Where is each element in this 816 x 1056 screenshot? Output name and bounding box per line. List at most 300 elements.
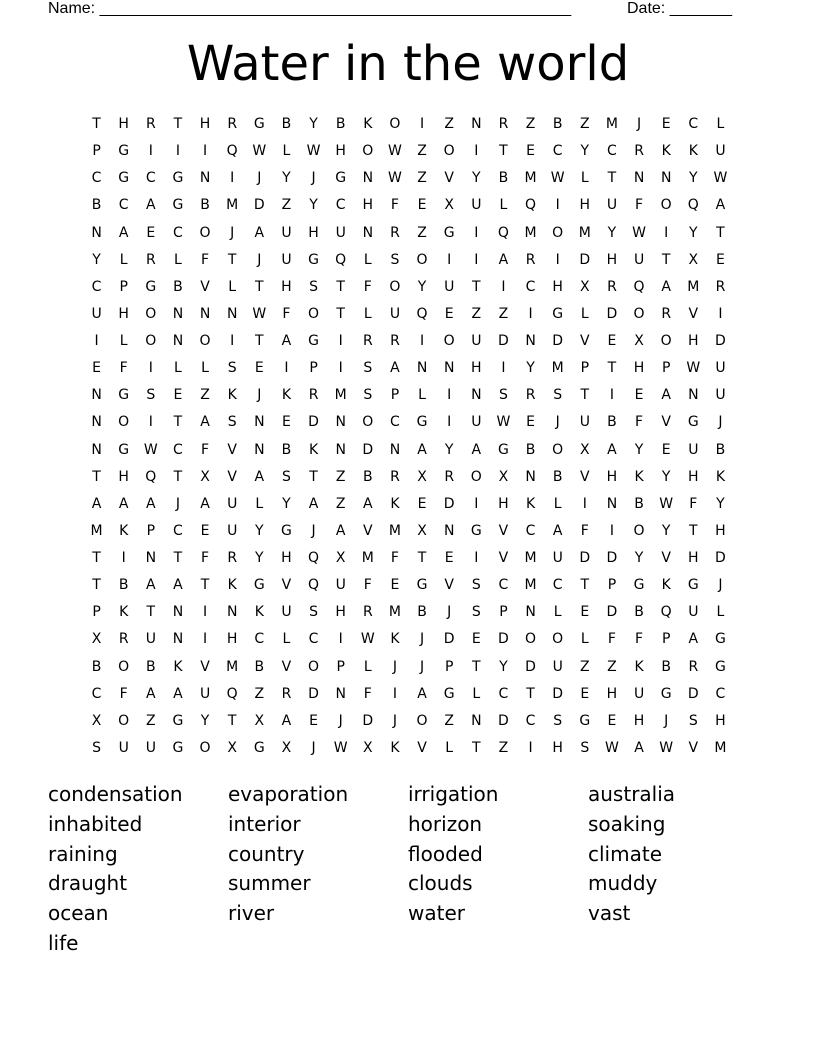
grid-cell: M — [524, 224, 537, 241]
word-list-item: climate — [588, 841, 662, 866]
grid-cell: A — [146, 197, 156, 214]
grid-cell: H — [118, 305, 129, 322]
grid-cell: B — [363, 468, 373, 485]
grid-cell: D — [308, 685, 319, 702]
grid-cell: I — [474, 251, 479, 268]
grid-cell: N — [226, 604, 238, 621]
grid-cell: B — [634, 604, 644, 621]
grid-cell: E — [444, 305, 454, 322]
grid-cell: O — [552, 224, 564, 241]
grid-cell: L — [553, 495, 562, 512]
grid-cell: Q — [633, 278, 645, 295]
grid-cell: H — [579, 197, 591, 214]
grid-cell: H — [471, 360, 482, 377]
grid-cell: J — [311, 522, 316, 539]
grid-cell: J — [257, 251, 262, 268]
grid-cell: V — [227, 441, 237, 458]
grid-cell: R — [145, 251, 156, 268]
grid-cell: W — [333, 739, 348, 756]
grid-cell: X — [91, 631, 102, 648]
grid-cell: W — [686, 360, 701, 377]
grid-cell: A — [200, 414, 210, 431]
grid-cell: O — [633, 522, 645, 539]
grid-cell: J — [257, 387, 262, 404]
grid-cell: X — [227, 739, 237, 756]
grid-cell: I — [474, 224, 479, 241]
grid-cell: Y — [716, 495, 725, 512]
grid-cell: Z — [417, 224, 427, 241]
grid-cell: E — [444, 550, 454, 566]
grid-cell: A — [173, 577, 183, 594]
grid-cell: I — [94, 333, 99, 349]
grid-cell: N — [471, 387, 482, 404]
grid-cell: D — [606, 550, 618, 566]
grid-cell: N — [335, 414, 346, 431]
grid-cell: Y — [607, 224, 617, 241]
grid-cell: M — [226, 197, 239, 214]
word-list-item: evaporation — [228, 782, 349, 806]
grid-cell: M — [361, 550, 374, 566]
grid-cell: O — [145, 305, 157, 322]
grid-cell: H — [688, 550, 699, 566]
grid-cell: Z — [525, 116, 536, 132]
grid-cell: Y — [526, 360, 535, 377]
grid-cell: M — [714, 739, 727, 756]
grid-cell: Y — [661, 468, 671, 485]
grid-cell: D — [552, 685, 564, 702]
grid-cell: I — [474, 550, 479, 566]
grid-cell: I — [528, 305, 533, 322]
grid-cell: T — [472, 278, 481, 295]
grid-cell: I — [664, 224, 669, 241]
grid-cell: I — [609, 387, 614, 404]
grid-cell: T — [173, 550, 183, 566]
grid-cell: K — [661, 577, 671, 594]
grid-cell: B — [661, 658, 671, 675]
grid-cell: W — [713, 170, 728, 187]
grid-cell: N — [172, 631, 184, 648]
grid-cell: G — [416, 414, 428, 431]
grid-cell: I — [202, 631, 208, 648]
grid-cell: L — [716, 116, 725, 132]
grid-cell: G — [172, 712, 184, 729]
grid-cell: G — [145, 278, 157, 295]
grid-cell: R — [688, 658, 699, 675]
grid-cell: P — [336, 658, 345, 675]
grid-cell: F — [390, 550, 399, 566]
grid-cell: H — [308, 224, 319, 241]
grid-cell: U — [715, 360, 726, 377]
word-list-item: life — [48, 930, 79, 955]
grid-cell: U — [633, 685, 645, 702]
grid-cell: I — [447, 251, 452, 268]
grid-cell: U — [91, 305, 102, 322]
grid-cell: H — [715, 712, 726, 729]
grid-cell: R — [525, 251, 536, 268]
grid-cell: F — [363, 278, 372, 295]
grid-cell: R — [661, 305, 672, 322]
grid-cell: C — [688, 116, 699, 132]
grid-cell: K — [688, 143, 698, 160]
grid-cell: O — [443, 333, 455, 349]
grid-cell: S — [498, 387, 508, 404]
grid-cell: C — [145, 170, 156, 187]
grid-cell: Z — [281, 197, 292, 214]
grid-cell: B — [91, 658, 102, 675]
grid-cell: G — [715, 631, 726, 648]
grid-cell: H — [633, 360, 645, 377]
grid-cell: G — [253, 116, 265, 132]
grid-cell: R — [145, 116, 156, 132]
grid-cell: R — [444, 468, 455, 485]
grid-cell: Z — [146, 712, 156, 729]
grid-cell: N — [525, 468, 536, 485]
grid-cell: U — [444, 278, 455, 295]
grid-cell: H — [335, 604, 346, 621]
grid-cell: E — [92, 360, 101, 377]
grid-cell: C — [173, 441, 183, 458]
grid-cell: X — [498, 468, 509, 485]
grid-cell: I — [338, 333, 343, 349]
grid-cell: T — [607, 360, 617, 377]
grid-cell: E — [173, 387, 183, 404]
word-list-item: country — [228, 841, 305, 866]
grid-cell: B — [118, 577, 129, 594]
grid-cell: G — [552, 305, 564, 322]
grid-cell: H — [606, 685, 618, 702]
grid-cell: Q — [525, 197, 537, 214]
grid-cell: D — [606, 604, 618, 621]
grid-cell: A — [471, 441, 482, 458]
grid-cell: G — [118, 170, 130, 187]
grid-cell: A — [118, 224, 129, 241]
grid-cell: W — [659, 495, 674, 512]
grid-cell: O — [552, 631, 564, 648]
grid-cell: N — [633, 170, 645, 187]
grid-cell: U — [552, 550, 563, 566]
grid-cell: C — [525, 712, 536, 729]
grid-cell: I — [555, 251, 560, 268]
grid-cell: O — [199, 333, 211, 349]
grid-cell: J — [257, 170, 262, 187]
grid-cell: J — [718, 577, 723, 594]
grid-cell: F — [119, 360, 128, 377]
grid-cell: I — [230, 170, 235, 187]
word-list-item: inhabited — [48, 811, 143, 836]
grid-cell: M — [551, 360, 564, 377]
grid-cell: L — [580, 631, 589, 648]
grid-cell: N — [525, 604, 536, 621]
grid-cell: S — [471, 604, 481, 621]
grid-cell: R — [362, 333, 373, 349]
grid-cell: B — [281, 441, 292, 458]
grid-cell: A — [281, 712, 292, 729]
grid-cell: P — [92, 604, 101, 621]
name-field-label: Name: _____________________________________________________ — [48, 0, 572, 17]
grid-cell: A — [281, 333, 292, 349]
grid-cell: L — [174, 360, 182, 377]
grid-cell: W — [659, 739, 674, 756]
grid-cell: H — [118, 468, 129, 485]
grid-cell: P — [309, 360, 318, 377]
grid-cell: T — [227, 712, 237, 729]
grid-cell: F — [580, 522, 589, 539]
grid-cell: O — [443, 143, 455, 160]
grid-cell: I — [528, 739, 533, 756]
grid-cell: G — [687, 414, 699, 431]
grid-cell: F — [635, 631, 644, 648]
grid-cell: P — [119, 278, 128, 295]
grid-cell: G — [253, 739, 265, 756]
grid-cell: N — [443, 522, 455, 539]
grid-cell: I — [175, 143, 180, 160]
grid-cell: K — [254, 604, 264, 621]
grid-cell: D — [362, 441, 374, 458]
grid-cell: I — [338, 631, 343, 648]
grid-cell: G — [118, 143, 130, 160]
grid-cell: Q — [226, 143, 238, 160]
grid-cell: K — [634, 658, 644, 675]
grid-cell: K — [119, 604, 129, 621]
grid-cell: T — [92, 468, 101, 485]
grid-cell: I — [148, 143, 153, 160]
grid-cell: O — [308, 658, 320, 675]
grid-cell: I — [555, 197, 560, 214]
grid-cell: L — [282, 143, 291, 160]
grid-cell: Q — [308, 577, 320, 594]
grid-cell: Y — [309, 197, 318, 214]
grid-cell: U — [552, 658, 563, 675]
grid-cell: U — [633, 251, 645, 268]
grid-cell: H — [281, 550, 292, 566]
grid-cell: X — [580, 441, 590, 458]
grid-cell: Q — [226, 685, 238, 702]
grid-cell: B — [552, 116, 563, 132]
grid-cell: K — [661, 143, 671, 160]
grid-cell: C — [552, 577, 563, 594]
word-list-item: condensation — [48, 782, 183, 806]
date-field-label: Date: _______ — [627, 0, 732, 17]
grid-cell: J — [230, 224, 235, 241]
grid-cell: A — [254, 224, 265, 241]
word-search-grid — [83, 112, 734, 763]
grid-cell: V — [200, 658, 210, 675]
grid-cell: C — [607, 143, 617, 160]
grid-cell: I — [338, 360, 343, 377]
grid-cell: Y — [580, 143, 590, 160]
grid-cell: J — [664, 712, 669, 729]
grid-cell: R — [227, 116, 238, 132]
grid-cell: V — [580, 333, 590, 349]
grid-cell: N — [389, 441, 401, 458]
grid-cell: Y — [444, 441, 454, 458]
grid-cell: U — [471, 414, 482, 431]
grid-cell: Y — [634, 441, 644, 458]
grid-cell: F — [635, 414, 644, 431]
grid-cell: C — [91, 685, 102, 702]
grid-cell: N — [606, 495, 618, 512]
grid-cell: L — [363, 251, 372, 268]
grid-cell: J — [338, 712, 343, 729]
grid-cell: N — [91, 224, 102, 241]
grid-cell: L — [174, 251, 182, 268]
grid-cell: Q — [335, 251, 347, 268]
grid-cell: P — [444, 658, 454, 675]
grid-cell: G — [579, 712, 591, 729]
grid-cell: Z — [444, 712, 454, 729]
grid-cell: P — [92, 143, 101, 160]
grid-cell: M — [687, 278, 700, 295]
grid-cell: D — [715, 333, 726, 349]
grid-cell: N — [443, 360, 455, 377]
grid-cell: T — [255, 278, 264, 295]
grid-cell: H — [281, 278, 292, 295]
grid-cell: P — [499, 604, 508, 621]
grid-cell: E — [417, 197, 427, 214]
grid-cell: A — [498, 251, 509, 268]
grid-cell: I — [202, 604, 208, 621]
grid-cell: F — [201, 550, 210, 566]
grid-cell: G — [633, 577, 645, 594]
grid-cell: Z — [335, 495, 346, 512]
grid-cell: V — [498, 550, 509, 566]
grid-cell: U — [118, 739, 129, 756]
grid-cell: H — [552, 739, 563, 756]
grid-cell: T — [309, 468, 318, 485]
grid-cell: V — [661, 414, 671, 431]
grid-cell: D — [253, 197, 265, 214]
grid-cell: O — [145, 333, 157, 349]
grid-cell: N — [91, 414, 102, 431]
grid-cell: R — [390, 224, 400, 241]
grid-cell: U — [715, 143, 726, 160]
word-list-item: muddy — [588, 871, 658, 896]
grid-cell: I — [474, 495, 479, 512]
grid-cell: L — [580, 305, 589, 322]
grid-cell: P — [607, 577, 617, 594]
word-list-item: river — [228, 901, 275, 926]
grid-cell: G — [687, 577, 699, 594]
grid-cell: R — [227, 550, 238, 566]
grid-cell: Y — [689, 170, 698, 187]
grid-cell: C — [335, 197, 346, 214]
grid-cell: L — [363, 658, 372, 675]
grid-cell: L — [580, 170, 589, 187]
grid-cell: A — [118, 495, 129, 512]
grid-cell: B — [417, 604, 427, 621]
grid-cell: T — [92, 116, 101, 132]
grid-cell: I — [284, 360, 289, 377]
grid-cell: I — [609, 522, 614, 539]
grid-cell: O — [660, 197, 672, 214]
grid-cell: O — [660, 333, 672, 349]
grid-cell: Z — [254, 685, 265, 702]
grid-cell: R — [715, 278, 726, 295]
grid-cell: F — [282, 305, 291, 322]
grid-cell: B — [254, 658, 265, 675]
grid-cell: A — [390, 360, 400, 377]
grid-cell: X — [91, 712, 102, 729]
grid-cell: Z — [444, 116, 454, 132]
grid-cell: Z — [335, 468, 346, 485]
grid-cell: J — [311, 170, 316, 187]
grid-cell: Y — [417, 278, 427, 295]
grid-cell: V — [281, 658, 292, 675]
grid-cell: A — [200, 495, 210, 512]
grid-cell: T — [227, 251, 237, 268]
grid-cell: U — [389, 305, 401, 322]
grid-cell: E — [471, 631, 481, 648]
grid-cell: Y — [634, 550, 644, 566]
grid-cell: V — [661, 550, 671, 566]
grid-cell: V — [498, 522, 509, 539]
grid-cell: M — [388, 604, 401, 621]
grid-cell: K — [227, 387, 237, 404]
word-list-item: australia — [588, 782, 676, 806]
grid-cell: T — [92, 577, 101, 594]
page-title: Water in the world — [186, 36, 630, 92]
grid-cell: L — [445, 739, 454, 756]
grid-cell: V — [688, 305, 699, 322]
grid-cell: H — [552, 278, 563, 295]
grid-cell: L — [119, 251, 128, 268]
grid-cell: F — [689, 495, 698, 512]
grid-cell: N — [91, 387, 102, 404]
grid-cell: K — [390, 631, 400, 648]
grid-cell: S — [227, 360, 237, 377]
grid-cell: N — [199, 170, 211, 187]
grid-cell: V — [227, 468, 237, 485]
grid-cell: Y — [689, 224, 698, 241]
grid-cell: D — [498, 712, 509, 729]
grid-cell: X — [200, 468, 210, 485]
grid-cell: X — [363, 739, 373, 756]
grid-cell: X — [634, 333, 644, 349]
grid-cell: C — [173, 522, 183, 539]
grid-cell: Y — [309, 116, 318, 132]
grid-cell: T — [173, 116, 183, 132]
grid-cell: H — [715, 522, 726, 539]
grid-cell: T — [472, 739, 481, 756]
grid-cell: H — [335, 143, 346, 160]
word-list-item: water — [408, 901, 465, 926]
grid-cell: J — [447, 604, 452, 621]
grid-cell: C — [254, 631, 265, 648]
grid-cell: A — [173, 685, 183, 702]
grid-cell: G — [443, 685, 455, 702]
grid-cell: A — [146, 495, 156, 512]
grid-cell: R — [281, 685, 292, 702]
grid-cell: C — [525, 522, 536, 539]
grid-cell: J — [419, 631, 425, 648]
grid-cell: I — [501, 360, 506, 377]
grid-cell: A — [91, 495, 102, 512]
grid-cell: E — [661, 441, 671, 458]
grid-cell: T — [580, 387, 590, 404]
grid-cell: H — [199, 116, 211, 132]
grid-cell: T — [255, 333, 264, 349]
grid-cell: O — [308, 305, 320, 322]
grid-cell: O — [525, 631, 537, 648]
grid-cell: P — [661, 631, 671, 648]
grid-cell: H — [362, 197, 374, 214]
grid-cell: R — [390, 333, 400, 349]
grid-cell: C — [552, 143, 563, 160]
grid-cell: O — [199, 224, 211, 241]
grid-cell: E — [254, 360, 264, 377]
grid-cell: K — [227, 577, 237, 594]
grid-cell: U — [281, 604, 292, 621]
